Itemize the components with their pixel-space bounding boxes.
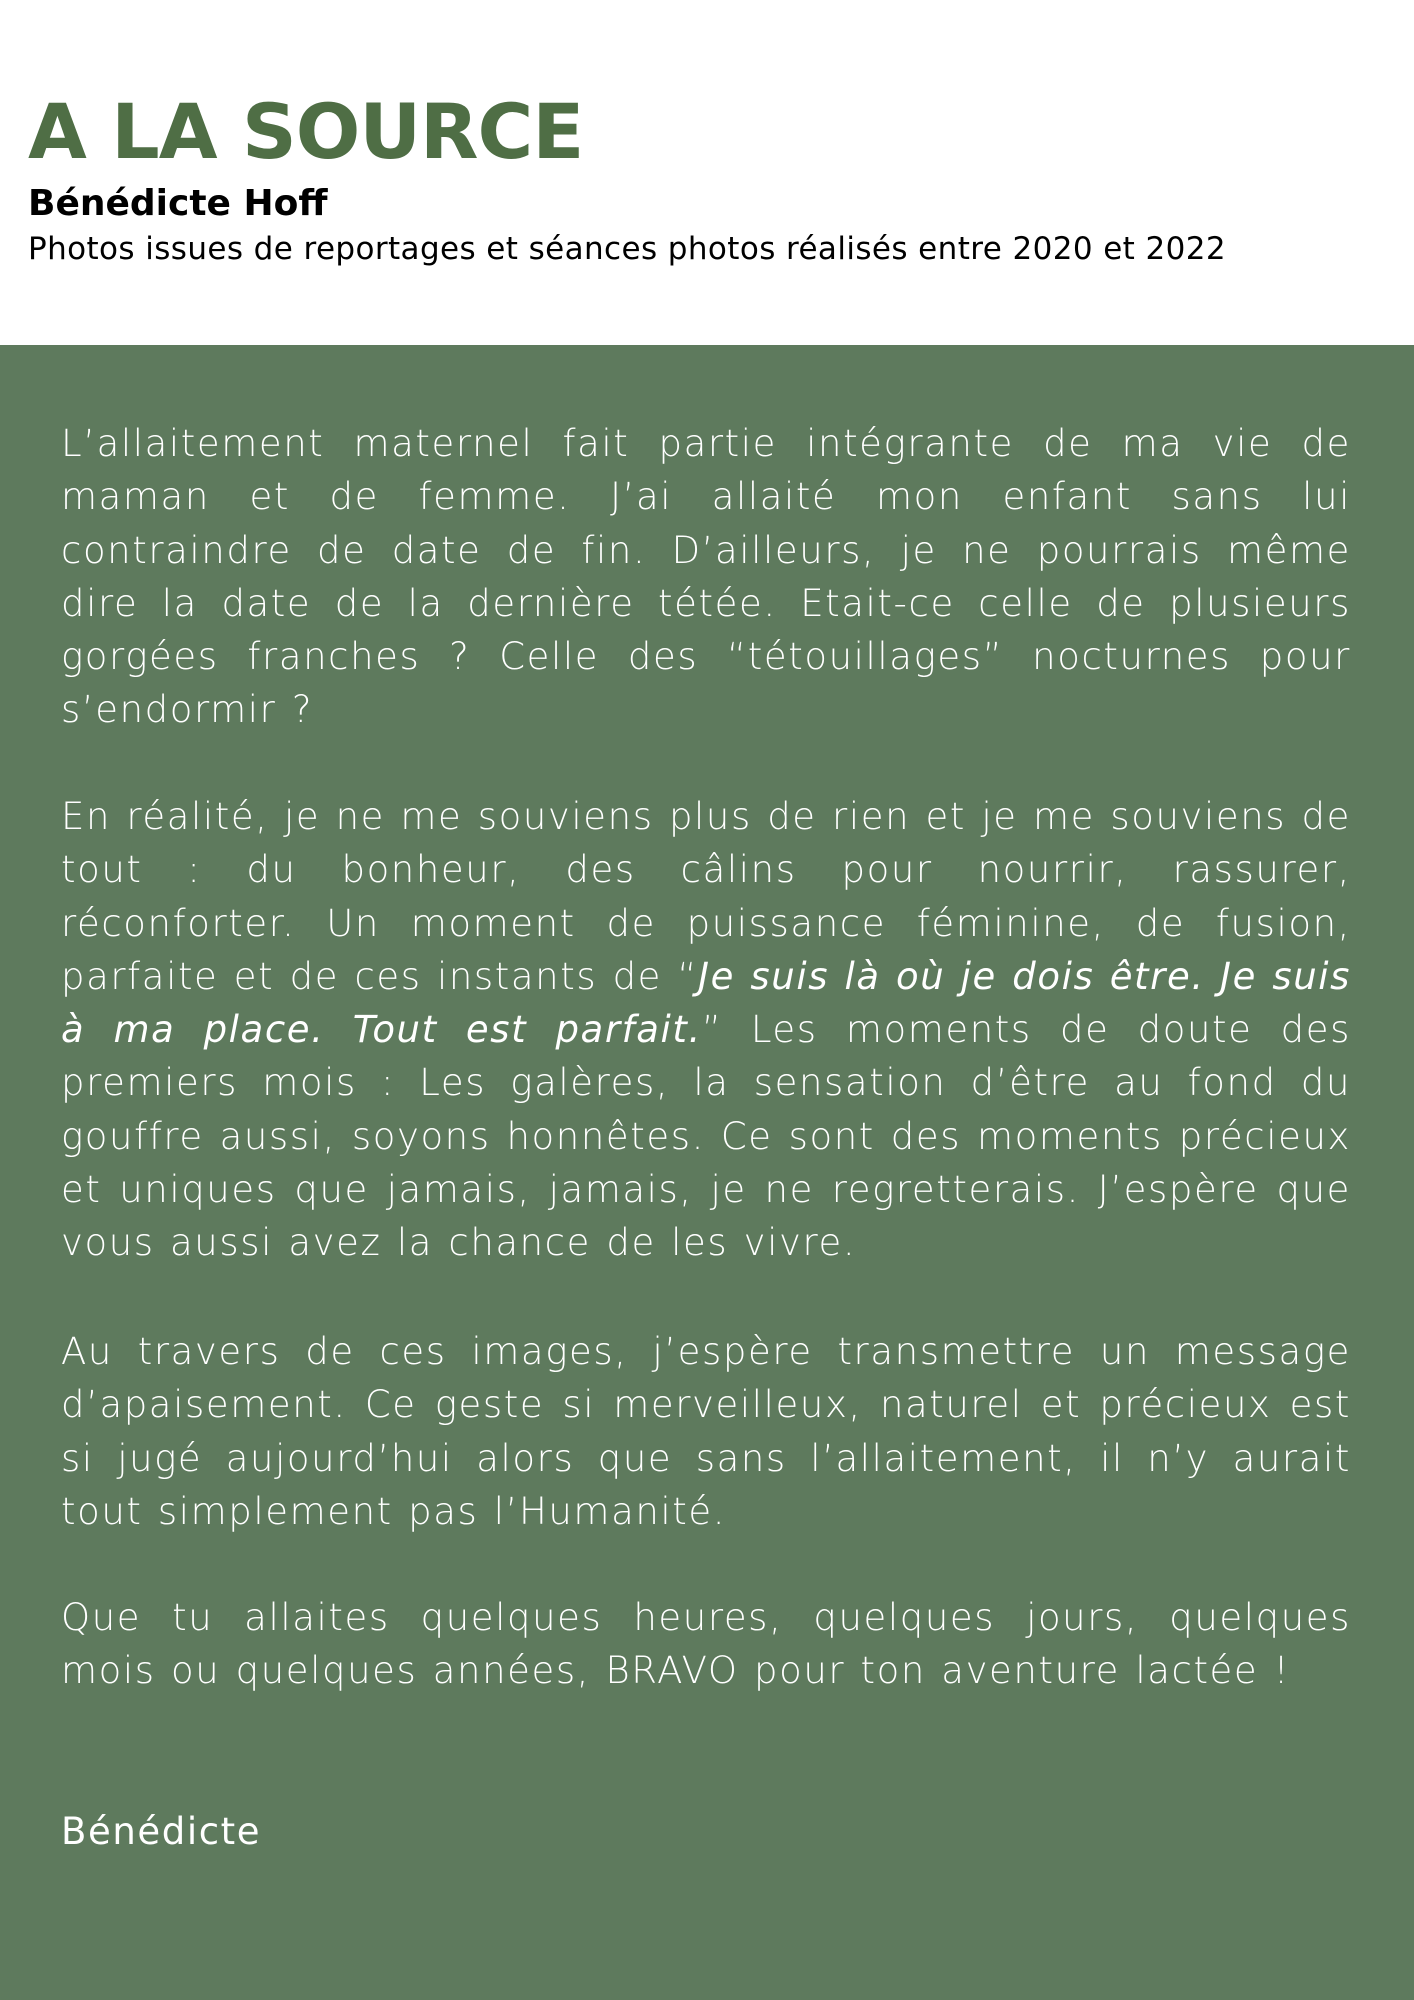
subtitle: Photos issues de reportages et séances photos réalisés entre 2020 et 2022 [28, 231, 1226, 267]
paragraph-4: Que tu allaites quelques heures, quelques jours, quelques mois ou quelques années, BRAVO pour ton aventure lactée ! [61, 1596, 1351, 1693]
paragraph-2 [61, 790, 1351, 1270]
paragraph-2-part-2: ” Les moments de doute des premiers mois : Les galères, la sensation d’être au fond du gouffre aussi, soyons honnêtes. Ce sont des moments précieux et uniques que jamais, jamais, je ne regretterais. J’espère que vous aussi avez la chance de les vivre. [61, 1008, 1351, 1265]
paragraph-2-quote: Je suis là où je dois être. Je suis à ma place. Tout est parfait. [61, 954, 1351, 1052]
paragraph-3: Au travers de ces images, j’espère transmettre un message d’apaisement. Ce geste si merveilleux, naturel et précieux est si jugé aujourd’hui alors que sans l’allaitement, il n’y aurait tout simplement pas l’Humanité. [61, 1330, 1351, 1533]
author-name: Bénédicte Hoff [28, 183, 328, 224]
paragraph-2-part-1: En réalité, je ne me souviens plus de rien et je me souviens de tout : du bonheur, des câlins pour nourrir, rassurer, réconforter. Un moment de puissance féminine, de fusion, parfaite et de ces instants de “ [61, 795, 1351, 998]
signature: Bénédicte [61, 1810, 262, 1853]
paragraph-1: L’allaitement maternel fait partie intégrante de ma vie de maman et de femme. J’ai allaité mon enfant sans lui contraindre de date de fin. D’ailleurs, je ne pourrais même dire la date de la dernière tétée. Etait-ce celle de plusieurs gorgées franches ? Celle des “tétouillages” nocturnes pour s’endormir ? [61, 422, 1351, 732]
page-title: A LA SOURCE [28, 87, 584, 176]
header [0, 0, 1414, 345]
